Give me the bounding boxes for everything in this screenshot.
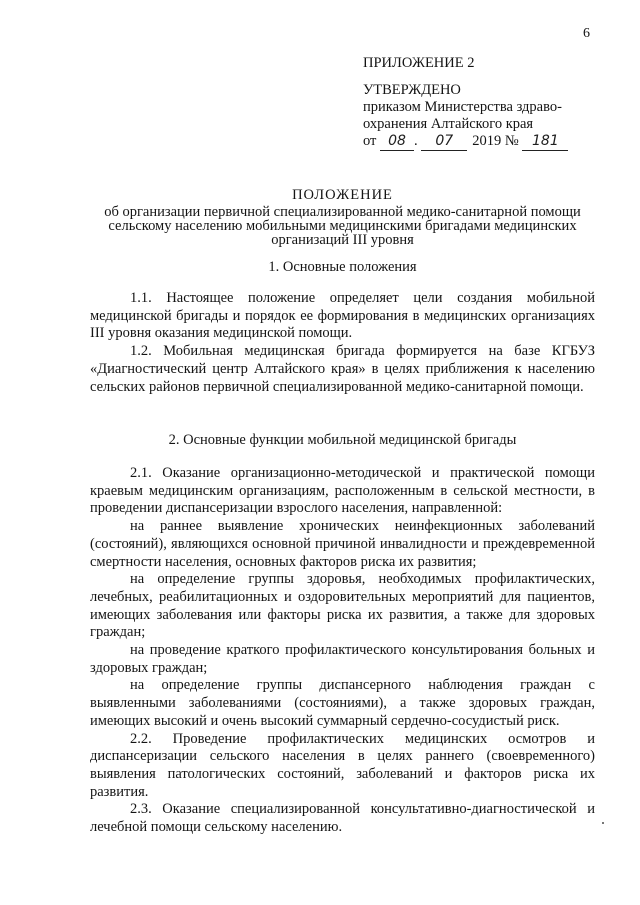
- document-title: [90, 187, 595, 247]
- number-sign: №: [504, 133, 519, 149]
- title-sub-line-1: об организации первичной специализированной медико-санитарной помощи: [104, 204, 581, 220]
- year-label: 2019: [472, 133, 502, 149]
- scan-speck: [602, 822, 604, 824]
- paragraph-2-1-b: на определение группы здоровья, необходимых профилактических, лечебных, реабилитационных и оздоровительных мероприятий для пациентов, имеющих заболевания или факторы риска их развития, а также для здоровых граждан;: [90, 571, 595, 641]
- approved-label: УТВЕРЖДЕНО: [363, 82, 461, 98]
- paragraph-2-1: 2.1. Оказание организационно-методической и практической помощи краевым медицинским организациям, расположенным в сельской местности, в проведении диспансеризации взрослого населения, направленной:: [90, 465, 595, 517]
- title-sub-line-2: сельскому населению мобильными медицинскими бригадами медицинских: [108, 218, 577, 234]
- section-2-body: [90, 465, 595, 837]
- order-line-1: приказом Министерства здраво-: [363, 99, 562, 115]
- paragraph-2-1-c: на проведение краткого профилактического консультирования больных и здоровых граждан;: [90, 642, 595, 676]
- order-line-2: охранения Алтайского края: [363, 116, 534, 132]
- appendix-title: ПРИЛОЖЕНИЕ 2: [363, 55, 475, 71]
- handwritten-order-number: 181: [522, 133, 568, 151]
- title-sub-line-3: организаций III уровня: [271, 232, 414, 248]
- handwritten-month: 07: [421, 133, 467, 151]
- paragraph-2-1-a: на раннее выявление хронических неинфекционных заболеваний (состояний), являющихся основной причиной инвалидности и преждевременной смертности населения, основных факторов риска их развития;: [90, 518, 595, 570]
- paragraph-2-3: 2.3. Оказание специализированной консультативно-диагностической и лечебной помощи сельскому населению.: [90, 801, 595, 836]
- section-2-heading: 2. Основные функции мобильной медицинской бригады: [168, 432, 517, 448]
- order-date-line: от 08 . 07 2019 № 181: [363, 133, 603, 151]
- section-1-body: [90, 290, 595, 396]
- paragraph-1-2: 1.2. Мобильная медицинская бригада формируется на базе КГБУЗ «Диагностический центр Алтайского края» в целях приближения к населению сельских районов первичной специализированной медико-санитарной помощи.: [90, 343, 595, 395]
- handwritten-day: 08: [380, 133, 414, 151]
- from-label: от: [363, 133, 377, 149]
- section-1-heading: 1. Основные положения: [268, 259, 417, 275]
- page-number: 6: [583, 26, 590, 41]
- paragraph-1-1: 1.1. Настоящее положение определяет цели создания мобильной медицинской бригады и порядок ее формирования в медицинских организациях III уровня оказания медицинской помощи.: [90, 290, 595, 342]
- paragraph-2-2: 2.2. Проведение профилактических медицинских осмотров и диспансеризации сельского населения в целях раннего (своевременного) выявления патологических состояний, заболеваний и факторов риска их развития.: [90, 730, 595, 800]
- title-main: ПОЛОЖЕНИЕ: [292, 187, 393, 203]
- appendix-block: [363, 55, 603, 151]
- paragraph-2-1-d: на определение группы диспансерного наблюдения граждан с выявленными заболеваниями (состояниями), а также здоровых граждан, имеющих высокий и очень высокий суммарный сердечно-сосудистый риск.: [90, 677, 595, 729]
